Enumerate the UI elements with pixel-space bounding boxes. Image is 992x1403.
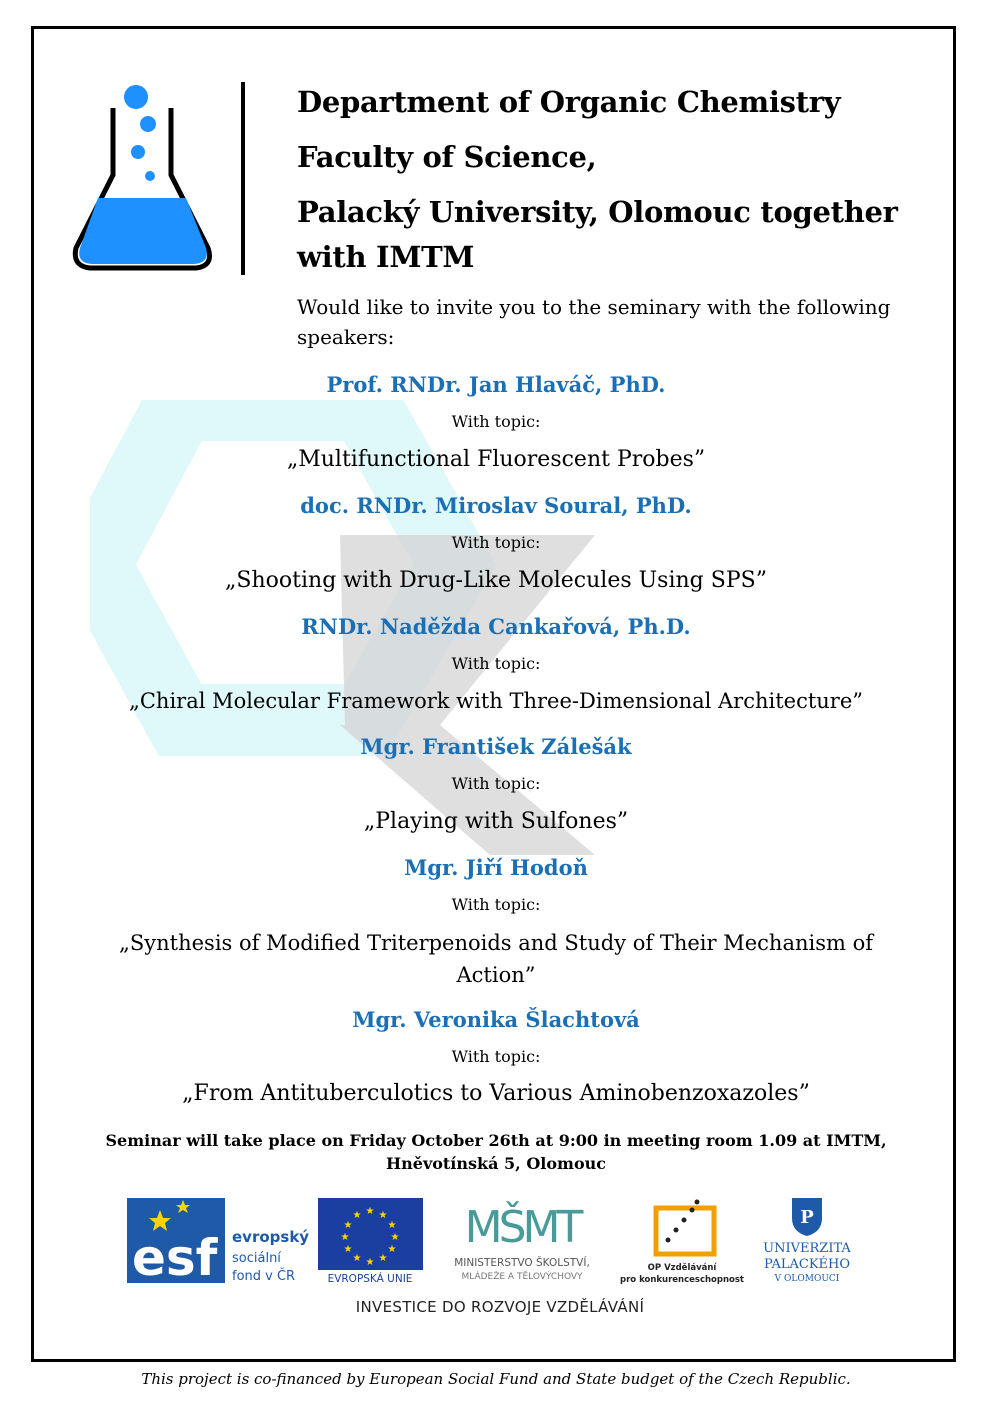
svg-text:★: ★ — [352, 1253, 362, 1264]
with-topic-label: With topic: — [451, 654, 541, 673]
upol-line2: PALACKÉHO — [763, 1257, 851, 1272]
investice-caption: INVESTICE DO ROZVOJE VZDĚLÁVÁNÍ — [355, 1298, 645, 1316]
header-divider — [241, 82, 245, 275]
speaker-name: doc. RNDr. Miroslav Soural, PhD. — [300, 493, 692, 518]
op-logo-icon — [620, 1200, 744, 1286]
eu-flag-icon — [318, 1198, 423, 1285]
with-topic-label: With topic: — [451, 774, 541, 793]
speaker-name: Mgr. Jiří Hodoň — [404, 855, 588, 880]
svg-text:★: ★ — [387, 1244, 397, 1255]
university-title: Palacký University, Olomouc together — [297, 195, 898, 229]
university-title-cont: with IMTM — [297, 240, 475, 274]
speaker-topic: „Playing with Sulfones” — [363, 809, 629, 834]
svg-text:★: ★ — [365, 1257, 375, 1268]
upol-line1: UNIVERZITA — [763, 1241, 851, 1256]
svg-text:★: ★ — [387, 1220, 397, 1231]
speaker-name: Mgr. Veronika Šlachtová — [352, 1007, 640, 1032]
speaker-topic: „Synthesis of Modified Triterpenoids and Study of Their Mechanism of Action” — [119, 931, 873, 987]
svg-text:★: ★ — [340, 1232, 350, 1243]
with-topic-label: With topic: — [451, 895, 541, 914]
svg-text:★: ★ — [343, 1244, 353, 1255]
msmt-line2: MLÁDEŽE A TĚLOVÝCHOVY — [461, 1272, 583, 1282]
seminar-address: Hněvotínská 5, Olomouc — [386, 1154, 606, 1173]
speaker-topic: „Shooting with Drug-Like Molecules Using SPS” — [225, 568, 767, 593]
department-title: Department of Organic Chemistry — [297, 85, 841, 119]
flask-logo-icon — [66, 80, 216, 280]
svg-text:★: ★ — [378, 1253, 388, 1264]
svg-text:★: ★ — [378, 1210, 388, 1221]
esf-line2: sociální — [232, 1251, 281, 1266]
with-topic-label: With topic: — [451, 533, 541, 552]
svg-text:★: ★ — [343, 1220, 353, 1231]
svg-text:★: ★ — [352, 1210, 362, 1221]
op-line1: OP Vzdělávání — [647, 1263, 717, 1273]
cofinance-footer: This project is co-financed by European Social Fund and State budget of the Czech Republic. — [141, 1370, 851, 1388]
upol-logo-icon — [763, 1198, 851, 1284]
with-topic-label: With topic: — [451, 1047, 541, 1066]
msmt-line1: MINISTERSTVO ŠKOLSTVÍ, — [454, 1257, 590, 1269]
svg-text:★: ★ — [365, 1206, 375, 1217]
seminar-line: Seminar will take place on Friday October 26th at 9:00 in meeting room 1.09 at IMTM, — [105, 1131, 887, 1150]
esf-line3: fond v ČR — [232, 1269, 296, 1284]
esf-logo-icon — [127, 1198, 309, 1287]
invitation-text: Would like to invite you to the seminary with the following speakers: — [297, 295, 891, 349]
esf-mark: esf — [132, 1229, 218, 1287]
upol-line3: V OLOMOUCI — [774, 1274, 840, 1284]
eu-caption: EVROPSKÁ UNIE — [327, 1273, 413, 1285]
msmt-mark: MŠMT — [464, 1202, 580, 1253]
svg-text:P: P — [800, 1207, 814, 1228]
speaker-topic: „Multifunctional Fluorescent Probes” — [286, 447, 706, 472]
speaker-name: RNDr. Naděžda Cankařová, Ph.D. — [301, 614, 691, 639]
op-line2: pro konkurenceschopnost — [620, 1275, 744, 1285]
speaker-name: Mgr. František Zálešák — [360, 734, 632, 759]
speaker-topic: „From Antituberculotics to Various Aminobenzoxazoles” — [182, 1081, 810, 1106]
with-topic-label: With topic: — [451, 412, 541, 431]
svg-text:★: ★ — [390, 1232, 400, 1243]
speaker-topic: „Chiral Molecular Framework with Three-Dimensional Architecture” — [128, 689, 864, 713]
speaker-name: Prof. RNDr. Jan Hlaváč, PhD. — [326, 372, 666, 397]
faculty-title: Faculty of Science, — [297, 140, 597, 174]
msmt-logo-icon — [454, 1200, 590, 1282]
seminar-info — [70, 1129, 922, 1175]
sponsor-logos — [0, 1190, 992, 1300]
esf-line1: evropský — [232, 1228, 310, 1246]
